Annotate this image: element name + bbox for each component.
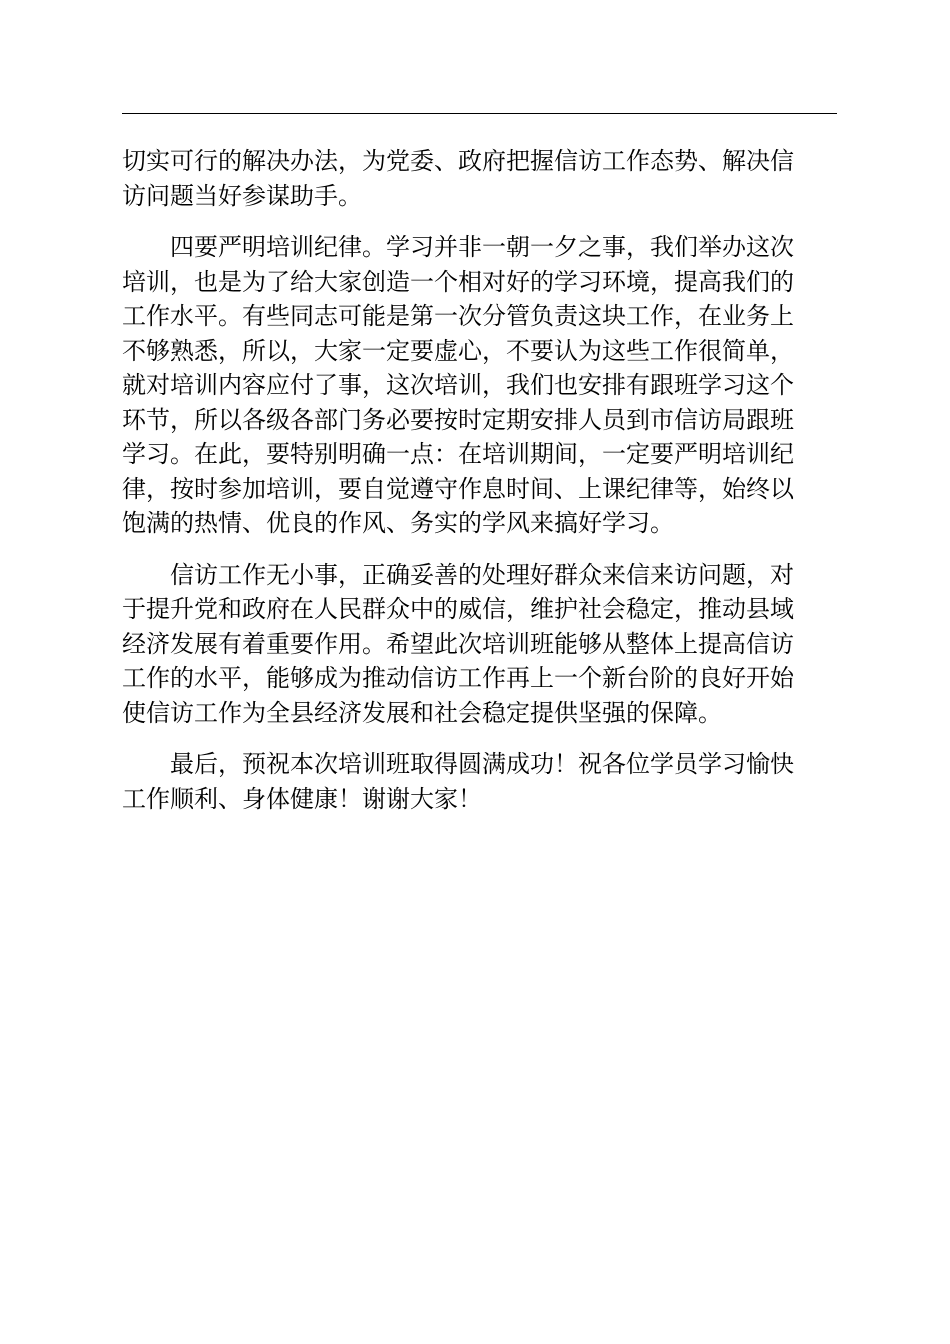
text-line: 环节，所以各级各部门务必要按时定期安排人员到市信访局跟班 bbox=[122, 405, 794, 434]
text-line: 工作的水平，能够成为推动信访工作再上一个新台阶的良好开始 bbox=[122, 664, 794, 692]
text-line: 就对培训内容应付了事，这次培训，我们也安排有跟班学习这个 bbox=[122, 371, 794, 399]
text-line: 使信访工作为全县经济发展和社会稳定提供坚强的保障。 bbox=[122, 698, 722, 727]
text-line: 培训，也是为了给大家创造一个相对好的学习环境，提高我们的 bbox=[122, 267, 794, 296]
paragraph-1 bbox=[122, 144, 837, 213]
text-line: 学习。在此，要特别明确一点：在培训期间，一定要严明培训纪 bbox=[122, 440, 794, 468]
paragraph-4 bbox=[122, 747, 837, 816]
header-rule bbox=[122, 113, 837, 114]
text-line: 切实可行的解决办法，为党委、政府把握信访工作态势、解决信 bbox=[122, 147, 794, 175]
text-line: 访问题当好参谋助手。 bbox=[122, 181, 362, 210]
text-line: 信访工作无小事，正确妥善的处理好群众来信来访问题，对 bbox=[122, 560, 794, 589]
text-line: 工作顺利、身体健康！谢谢大家！ bbox=[122, 784, 482, 813]
text-line: 于提升党和政府在人民群众中的威信，维护社会稳定，推动县域 bbox=[122, 595, 794, 623]
text-line: 四要严明培训纪律。学习并非一朝一夕之事，我们举办这次 bbox=[122, 233, 794, 261]
paragraph-2 bbox=[122, 230, 837, 541]
text-line: 饱满的热情、优良的作风、务实的学风来搞好学习。 bbox=[122, 509, 674, 537]
document-body bbox=[122, 144, 837, 833]
text-line: 最后，预祝本次培训班取得圆满成功！祝各位学员学习愉快 bbox=[122, 750, 794, 778]
paragraph-3 bbox=[122, 558, 837, 731]
text-line: 经济发展有着重要作用。希望此次培训班能够从整体上提高信访 bbox=[122, 629, 794, 658]
text-line: 不够熟悉，所以，大家一定要虚心，不要认为这些工作很简单， bbox=[122, 336, 794, 365]
text-line: 律，按时参加培训，要自觉遵守作息时间、上课纪律等，始终以 bbox=[122, 474, 794, 503]
text-line: 工作水平。有些同志可能是第一次分管负责这块工作，在业务上 bbox=[122, 302, 794, 330]
